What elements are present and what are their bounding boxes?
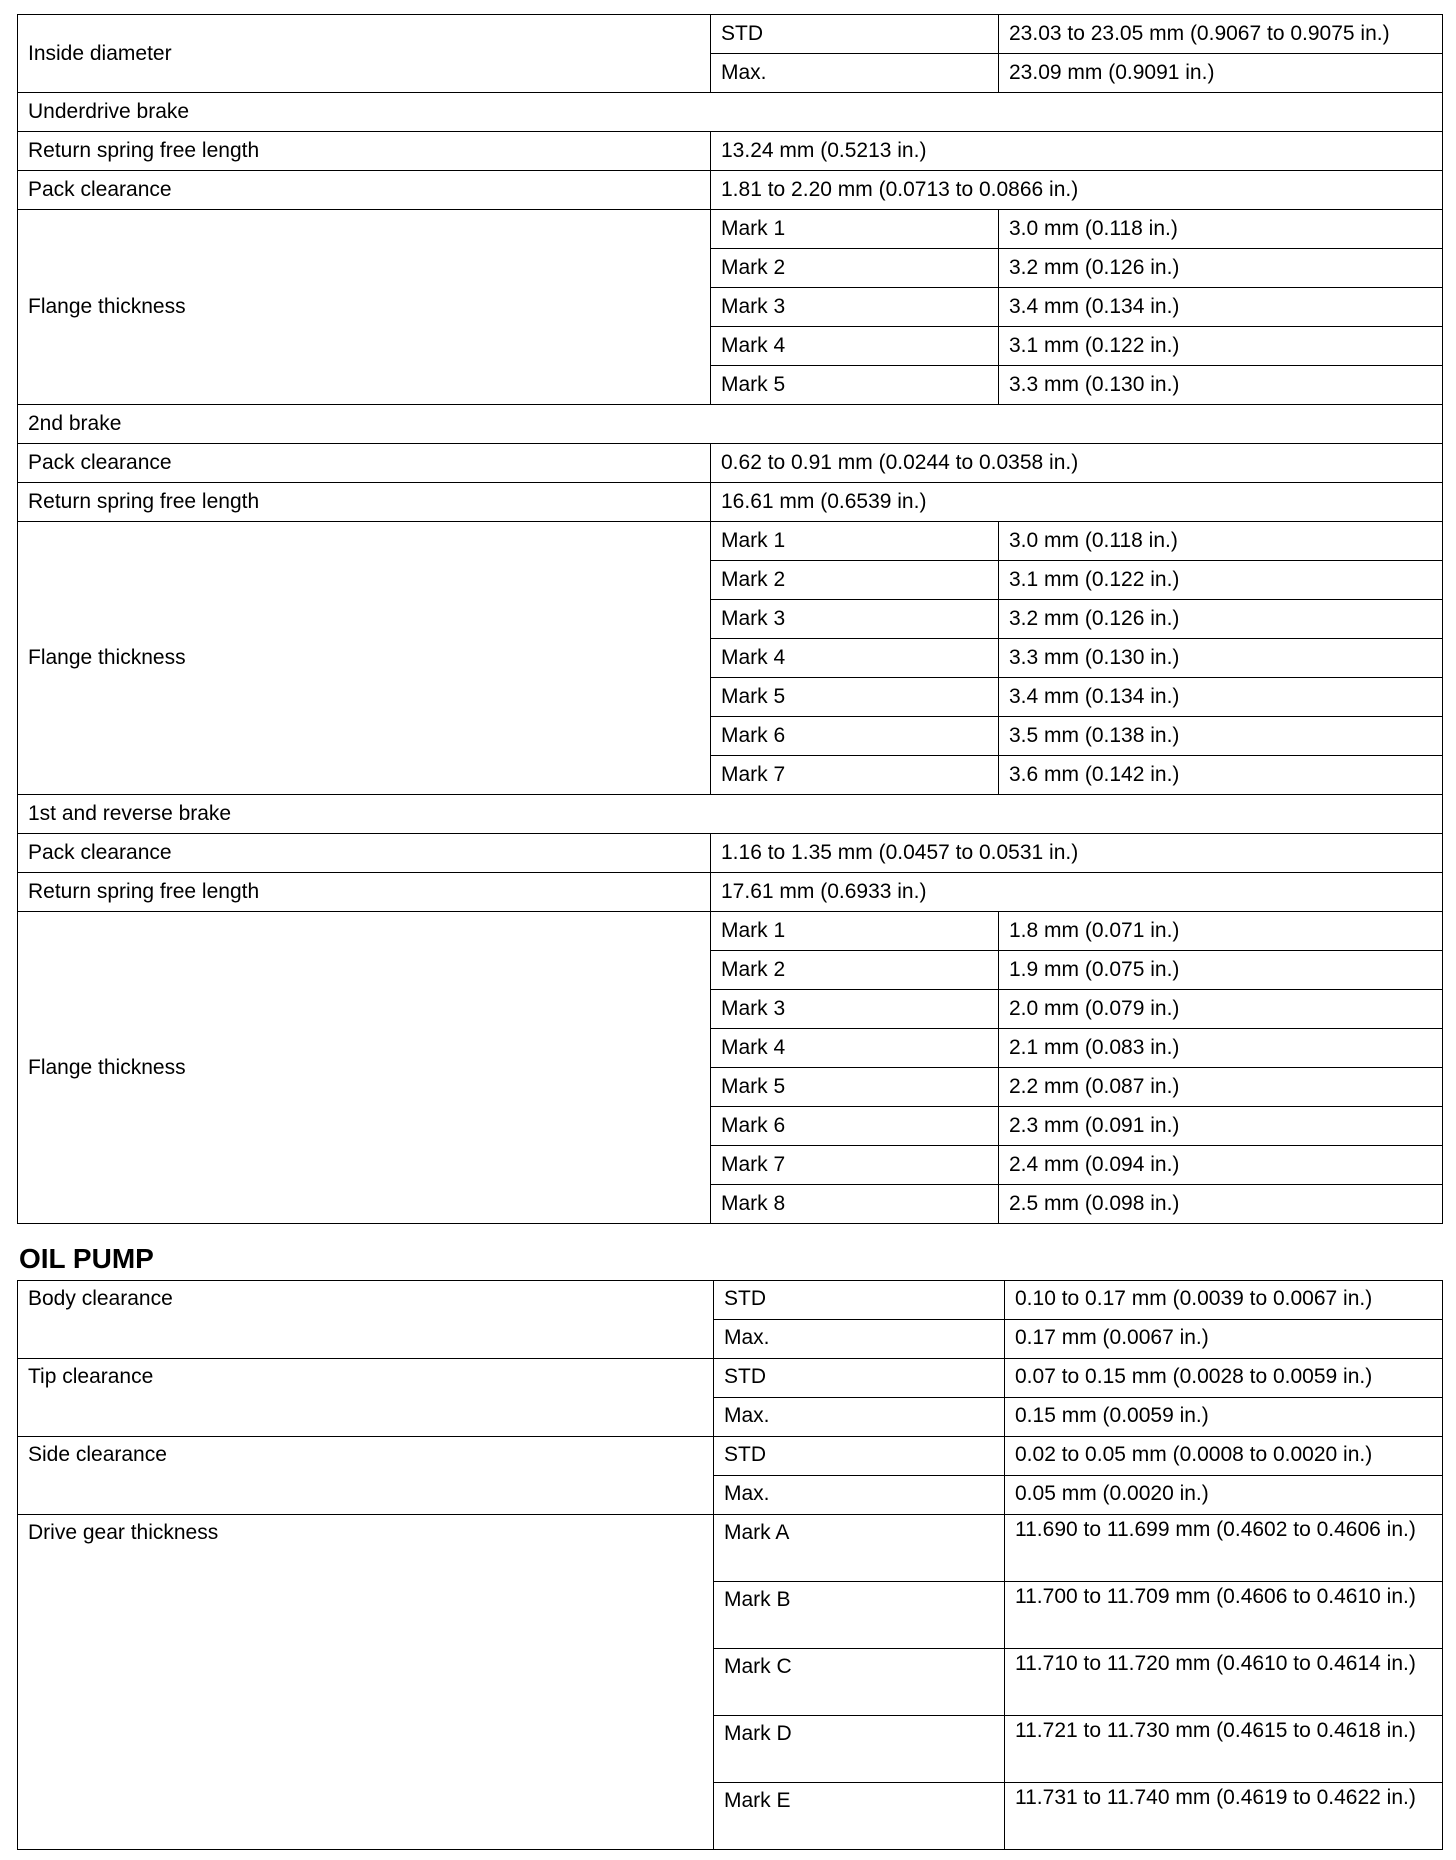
- spec-value: 0.17 mm (0.0067 in.): [1005, 1320, 1443, 1359]
- mark-label: Mark 4: [711, 639, 999, 678]
- table-row: [18, 15, 1443, 54]
- spec-value: 2.4 mm (0.094 in.): [999, 1146, 1443, 1185]
- spec-label: Flange thickness: [18, 522, 711, 795]
- spec-sublabel: STD: [714, 1437, 1005, 1476]
- mark-label: Mark 2: [711, 561, 999, 600]
- spec-value: 3.3 mm (0.130 in.): [999, 366, 1443, 405]
- spec-value: 11.690 to 11.699 mm (0.4602 to 0.4606 in.): [1005, 1515, 1443, 1582]
- table-row: [18, 132, 1443, 171]
- spec-value: 11.731 to 11.740 mm (0.4619 to 0.4622 in.): [1005, 1783, 1443, 1850]
- spec-sublabel: Max.: [714, 1398, 1005, 1437]
- table-row: [18, 1281, 1443, 1320]
- spec-value: 1.16 to 1.35 mm (0.0457 to 0.0531 in.): [711, 834, 1443, 873]
- spec-value: 3.4 mm (0.134 in.): [999, 678, 1443, 717]
- spec-sublabel: Max.: [714, 1476, 1005, 1515]
- spec-label: Pack clearance: [18, 444, 711, 483]
- mark-label: Mark 1: [711, 912, 999, 951]
- spec-value: 1.81 to 2.20 mm (0.0713 to 0.0866 in.): [711, 171, 1443, 210]
- table-row: [18, 1515, 1443, 1582]
- oil-pump-spec-table: [17, 1280, 1443, 1850]
- spec-value: 3.2 mm (0.126 in.): [999, 249, 1443, 288]
- mark-label: Mark 6: [711, 717, 999, 756]
- spec-value: 2.3 mm (0.091 in.): [999, 1107, 1443, 1146]
- spec-value: 0.05 mm (0.0020 in.): [1005, 1476, 1443, 1515]
- spec-value: 3.1 mm (0.122 in.): [999, 327, 1443, 366]
- spec-label: Side clearance: [18, 1437, 714, 1515]
- spec-label: Body clearance: [18, 1281, 714, 1359]
- table-row: [18, 834, 1443, 873]
- table-row: [18, 1437, 1443, 1476]
- spec-value: 13.24 mm (0.5213 in.): [711, 132, 1443, 171]
- mark-label: Mark 6: [711, 1107, 999, 1146]
- spec-value: 11.710 to 11.720 mm (0.4610 to 0.4614 in.): [1005, 1649, 1443, 1716]
- mark-label: Mark D: [714, 1716, 1005, 1783]
- mark-label: Mark 5: [711, 366, 999, 405]
- spec-value: 11.721 to 11.730 mm (0.4615 to 0.4618 in.): [1005, 1716, 1443, 1783]
- spec-value: 3.2 mm (0.126 in.): [999, 600, 1443, 639]
- spec-value: 0.02 to 0.05 mm (0.0008 to 0.0020 in.): [1005, 1437, 1443, 1476]
- mark-label: Mark 5: [711, 1068, 999, 1107]
- spec-sublabel: Max.: [714, 1320, 1005, 1359]
- spec-value: 3.4 mm (0.134 in.): [999, 288, 1443, 327]
- spec-label: Pack clearance: [18, 171, 711, 210]
- spec-label: Return spring free length: [18, 132, 711, 171]
- section-header-row: [18, 93, 1443, 132]
- spec-value: 2.2 mm (0.087 in.): [999, 1068, 1443, 1107]
- section-title: 2nd brake: [18, 405, 1443, 444]
- table-row: [18, 171, 1443, 210]
- table-row: [18, 210, 1443, 249]
- spec-label: Inside diameter: [18, 15, 711, 93]
- spec-label: Return spring free length: [18, 483, 711, 522]
- spec-value: 3.0 mm (0.118 in.): [999, 210, 1443, 249]
- spec-value: 2.1 mm (0.083 in.): [999, 1029, 1443, 1068]
- spec-label: Return spring free length: [18, 873, 711, 912]
- section-header-row: [18, 405, 1443, 444]
- spec-value: 23.03 to 23.05 mm (0.9067 to 0.9075 in.): [999, 15, 1443, 54]
- spec-value: 0.62 to 0.91 mm (0.0244 to 0.0358 in.): [711, 444, 1443, 483]
- spec-value: 2.0 mm (0.079 in.): [999, 990, 1443, 1029]
- spec-sublabel: STD: [714, 1359, 1005, 1398]
- spec-value: 16.61 mm (0.6539 in.): [711, 483, 1443, 522]
- section-header-row: [18, 795, 1443, 834]
- table-row: [18, 444, 1443, 483]
- mark-label: Mark 3: [711, 288, 999, 327]
- spec-value: 3.1 mm (0.122 in.): [999, 561, 1443, 600]
- spec-value: 3.5 mm (0.138 in.): [999, 717, 1443, 756]
- spec-sublabel: STD: [714, 1281, 1005, 1320]
- table-row: [18, 912, 1443, 951]
- spec-value: 2.5 mm (0.098 in.): [999, 1185, 1443, 1224]
- spec-label: Flange thickness: [18, 912, 711, 1224]
- mark-label: Mark C: [714, 1649, 1005, 1716]
- spec-sublabel: STD: [711, 15, 999, 54]
- spec-value: 0.15 mm (0.0059 in.): [1005, 1398, 1443, 1437]
- spec-value: 1.9 mm (0.075 in.): [999, 951, 1443, 990]
- spec-value: 0.07 to 0.15 mm (0.0028 to 0.0059 in.): [1005, 1359, 1443, 1398]
- table-row: [18, 483, 1443, 522]
- mark-label: Mark 3: [711, 990, 999, 1029]
- mark-label: Mark 4: [711, 327, 999, 366]
- table-row: [18, 1359, 1443, 1398]
- spec-label: Tip clearance: [18, 1359, 714, 1437]
- mark-label: Mark 1: [711, 210, 999, 249]
- mark-label: Mark 3: [711, 600, 999, 639]
- spec-value: 0.10 to 0.17 mm (0.0039 to 0.0067 in.): [1005, 1281, 1443, 1320]
- spec-value: 17.61 mm (0.6933 in.): [711, 873, 1443, 912]
- mark-label: Mark A: [714, 1515, 1005, 1582]
- mark-label: Mark B: [714, 1582, 1005, 1649]
- mark-label: Mark 7: [711, 1146, 999, 1185]
- spec-label: Flange thickness: [18, 210, 711, 405]
- table-row: [18, 873, 1443, 912]
- brake-spec-table: [17, 14, 1443, 1224]
- spec-sublabel: Max.: [711, 54, 999, 93]
- table-row: [18, 522, 1443, 561]
- spec-value: 3.6 mm (0.142 in.): [999, 756, 1443, 795]
- mark-label: Mark 2: [711, 249, 999, 288]
- section-title: 1st and reverse brake: [18, 795, 1443, 834]
- mark-label: Mark 4: [711, 1029, 999, 1068]
- mark-label: Mark 7: [711, 756, 999, 795]
- mark-label: Mark E: [714, 1783, 1005, 1850]
- mark-label: Mark 2: [711, 951, 999, 990]
- spec-value: 3.3 mm (0.130 in.): [999, 639, 1443, 678]
- oil-pump-heading: OIL PUMP: [19, 1243, 154, 1274]
- spec-value: 23.09 mm (0.9091 in.): [999, 54, 1443, 93]
- section-title: Underdrive brake: [18, 93, 1443, 132]
- mark-label: Mark 8: [711, 1185, 999, 1224]
- mark-label: Mark 5: [711, 678, 999, 717]
- spec-label: Drive gear thickness: [18, 1515, 714, 1850]
- spec-value: 11.700 to 11.709 mm (0.4606 to 0.4610 in.): [1005, 1582, 1443, 1649]
- spec-value: 3.0 mm (0.118 in.): [999, 522, 1443, 561]
- mark-label: Mark 1: [711, 522, 999, 561]
- spec-label: Pack clearance: [18, 834, 711, 873]
- spec-value: 1.8 mm (0.071 in.): [999, 912, 1443, 951]
